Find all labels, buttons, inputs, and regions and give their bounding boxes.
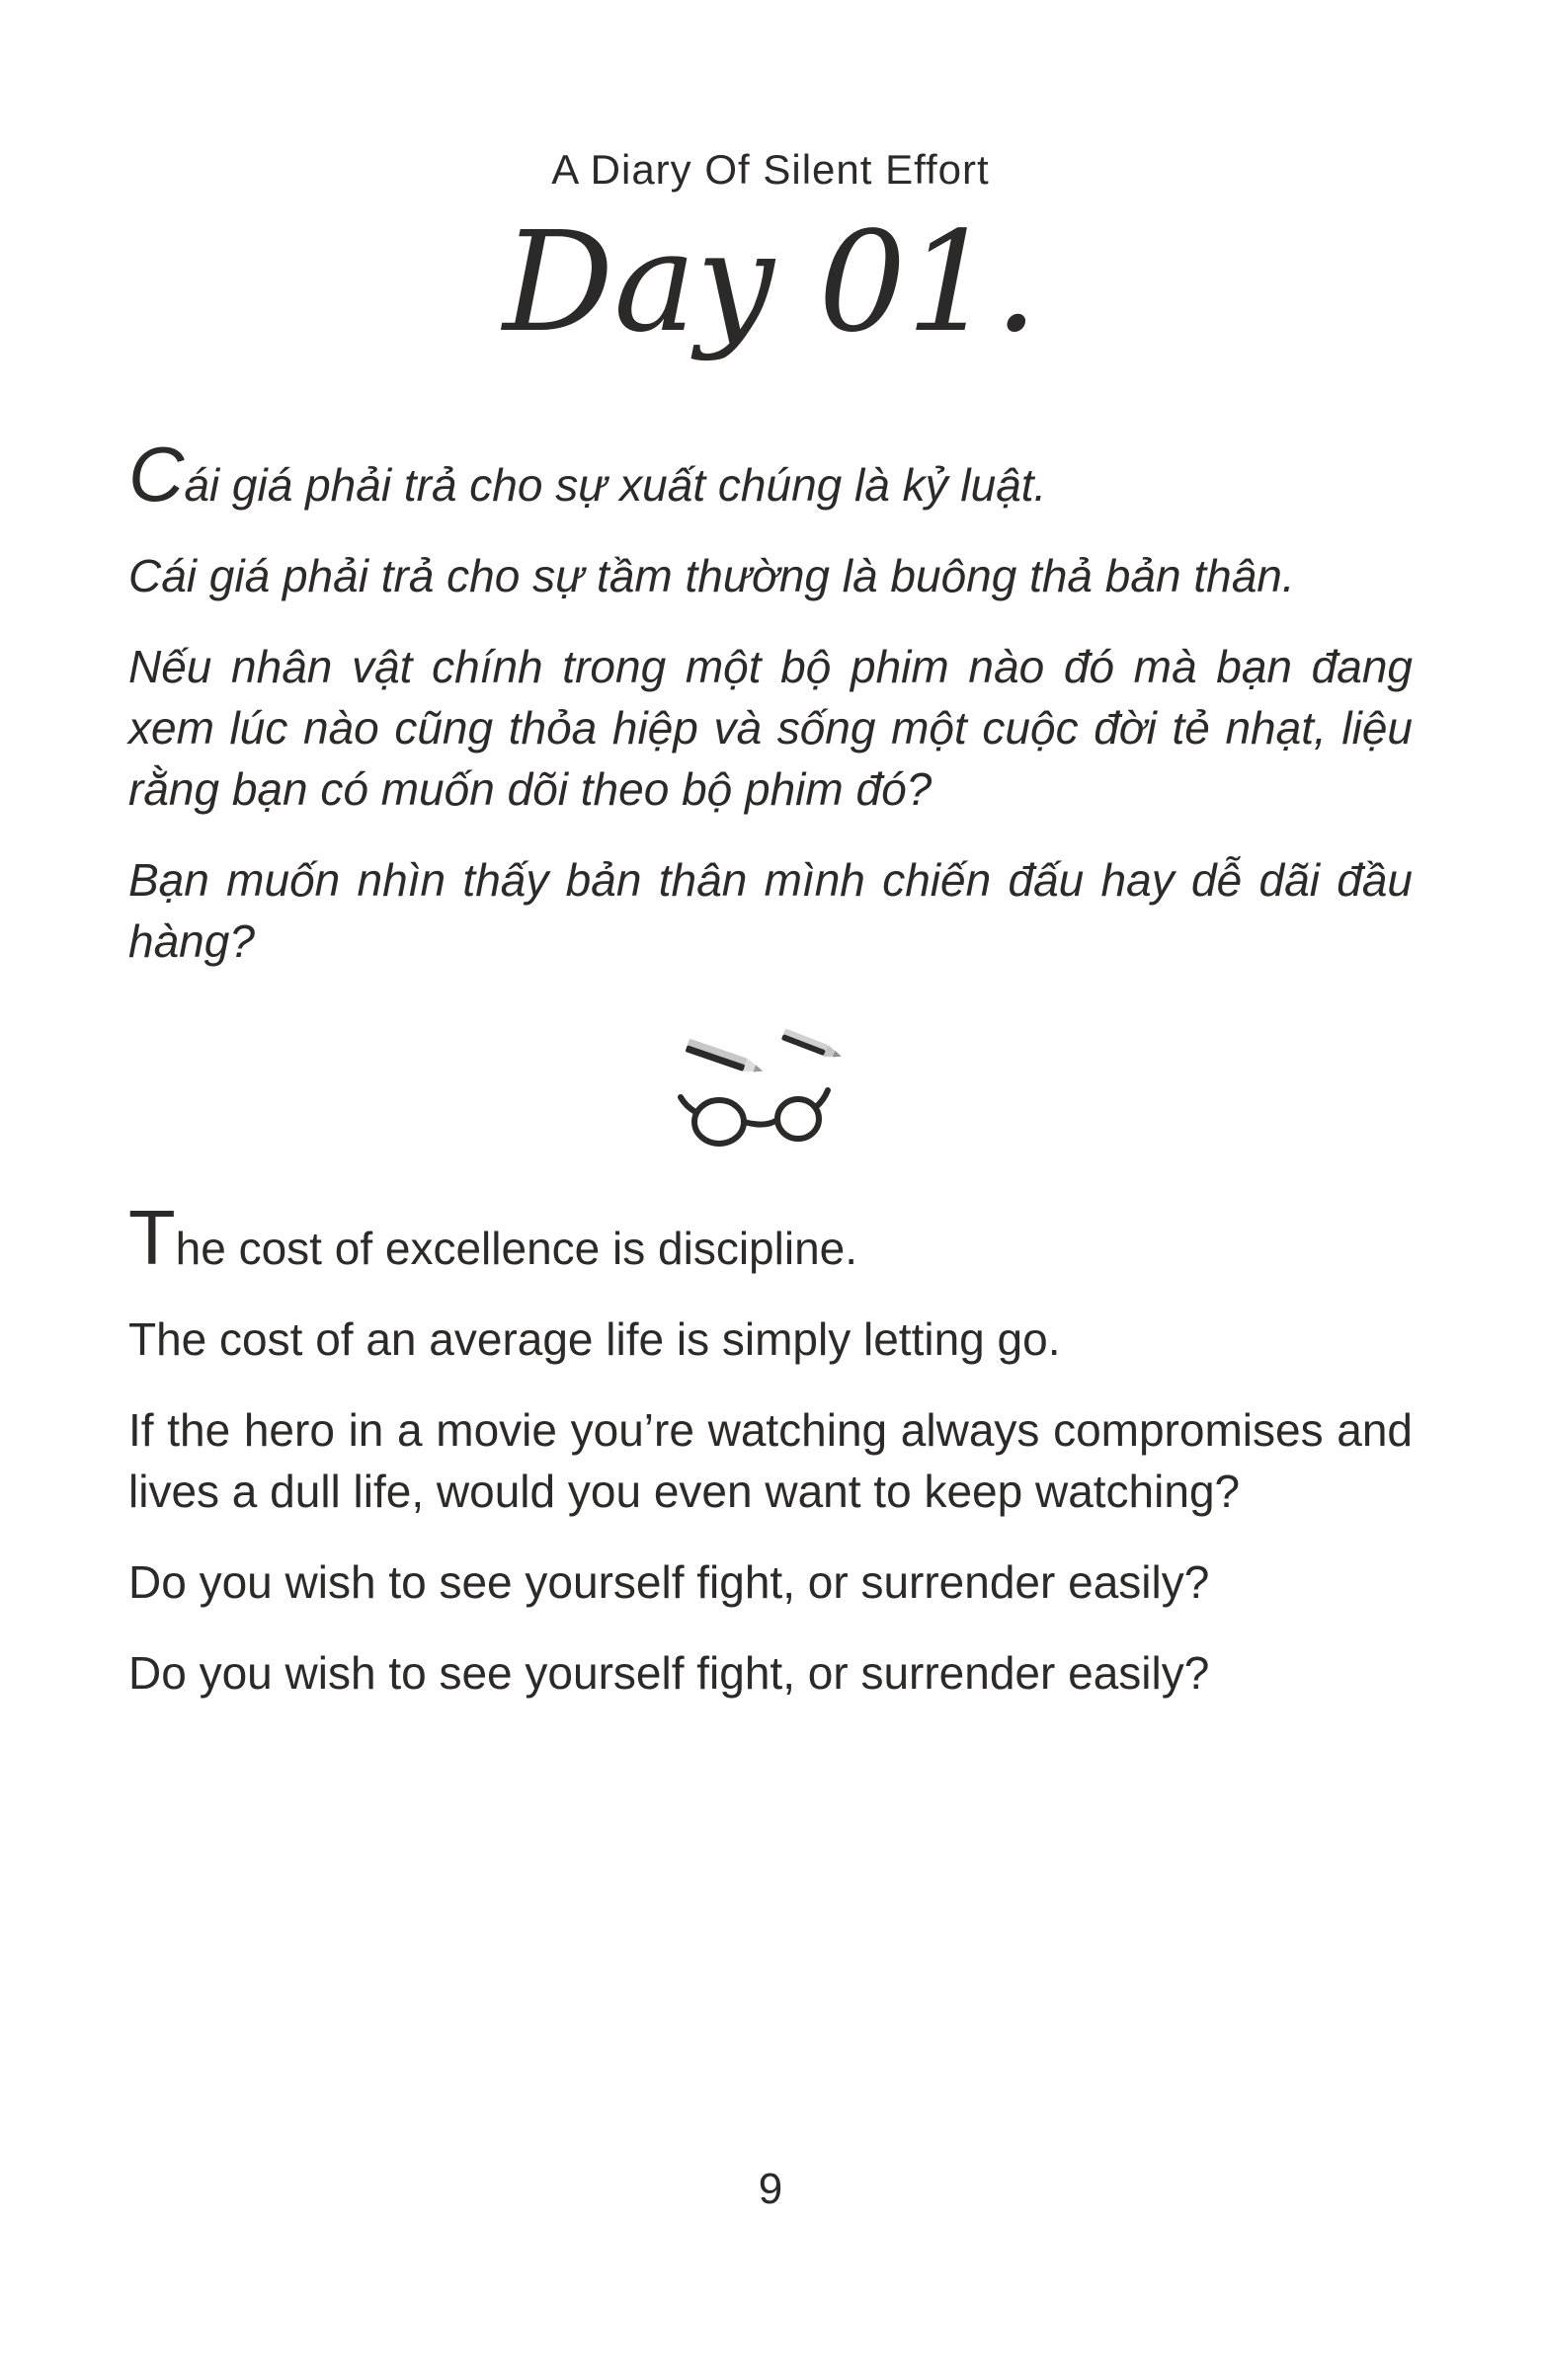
glasses-icon <box>681 1090 828 1144</box>
english-paragraph-3: If the hero in a movie you’re watching always compromises and lives a dull life, would you even want to keep watching? <box>128 1404 1413 1517</box>
vietnamese-section <box>128 431 1413 972</box>
vietnamese-paragraph-3: Nếu nhân vật chính trong một bộ phim nào đó mà bạn đang xem lúc nào cũng thỏa hiệp và sống một cuộc đời tẻ nhạt, liệu rằng bạn có muốn dõi theo bộ phim đó? <box>128 641 1413 815</box>
english-paragraph-2: The cost of an average life is simply letting go. <box>128 1313 1061 1365</box>
glasses-and-pencils-icon <box>672 1025 869 1151</box>
english-paragraph-4: Do you wish to see yourself fight, or surrender easily? <box>128 1556 1210 1608</box>
pencil-icon <box>780 1028 843 1063</box>
english-paragraph-1 <box>128 1194 1413 1281</box>
running-header: A Diary Of Silent Effort <box>551 146 990 193</box>
paragraph-text: he cost of excellence is discipline. <box>175 1223 858 1274</box>
page-number: 9 <box>758 2165 783 2213</box>
drop-cap-letter: C <box>128 431 185 517</box>
drop-cap-letter: T <box>128 1194 176 1281</box>
vietnamese-paragraph-1 <box>128 431 1413 517</box>
pencil-icon <box>686 1039 766 1078</box>
vietnamese-paragraph-4: Bạn muốn nhìn thấy bản thân mình chiến đấu hay dễ dãi đầu hàng? <box>128 854 1413 967</box>
english-paragraph-5: Do you wish to see yourself fight, or surrender easily? <box>128 1647 1210 1699</box>
section-divider <box>128 1025 1413 1156</box>
day-title: Day 01. <box>503 202 1038 363</box>
paragraph-text: ái giá phải trả cho sự xuất chúng là kỷ luật. <box>184 459 1047 511</box>
vietnamese-paragraph-2: Cái giá phải trả cho sự tầm thường là buông thả bản thân. <box>128 550 1295 601</box>
english-section <box>128 1194 1413 1704</box>
